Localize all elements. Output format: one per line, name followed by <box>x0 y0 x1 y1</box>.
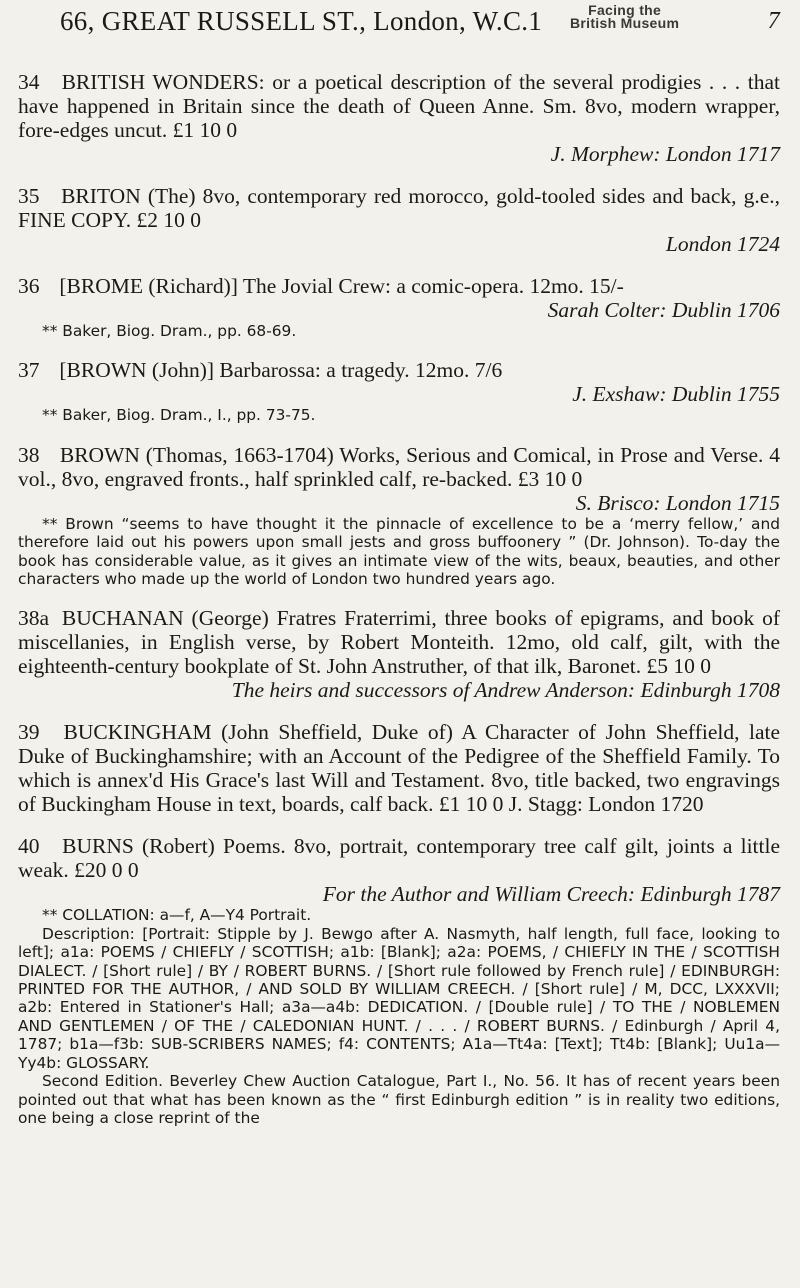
catalogue-entry-36 <box>18 274 780 340</box>
entry-imprint: J. Exshaw: Dublin 1755 <box>572 382 780 407</box>
entry-note: ** Brown “seems to have thought it the pinnacle of excellence to be a ‘merry fellow,’ and therefore laid out his powers upon small jests and gross buffoonery ” (Dr. Johnson). To-day the book has considerable value, as it gives an intimate view of the wits, beaux, beauties, and other characters who made up the world of London two hundred years ago. <box>18 514 780 589</box>
catalogue-entry-40 <box>18 834 780 1127</box>
entry-text: [BROME (Richard)] The Jovial Crew: a comic-opera. 12mo. 15/- <box>59 274 624 298</box>
entry-number: 40 <box>18 834 40 859</box>
entry-collation: ** COLLATION: a—f, A—Y4 Portrait. <box>42 906 312 925</box>
entry-text: BRITISH WONDERS: or a poetical description of the several prodigies . . . that have happened in Britain since the death of Queen Anne. Sm. 8vo, modern wrapper, fore-edges uncut. £1 10 0 <box>18 70 780 142</box>
entry-text: BROWN (Thomas, 1663-1704) Works, Serious and Comical, in Prose and Verse. 4 vol., 8vo, engraved fronts., half sprinkled calf, re-backed. £3 10 0 <box>18 442 781 491</box>
entry-imprint: Sarah Colter: Dublin 1706 <box>547 298 780 322</box>
entry-text: [BROWN (John)] Barbarossa: a tragedy. 12mo. 7/6 <box>59 358 503 383</box>
entry-imprint: J. Morphew: London 1717 <box>550 142 780 166</box>
entry-text: BRITON (The) 8vo, contemporary red morocco, gold-tooled sides and back, g.e., FINE COPY. £2 10 0 <box>18 184 780 232</box>
entry-number: 36 <box>18 274 40 298</box>
catalogue-entry-37 <box>18 358 780 424</box>
catalogue-entry-39 <box>18 720 780 816</box>
facing-note <box>570 4 679 30</box>
facing-line-1: Facing the <box>588 2 662 18</box>
entry-number: 35 <box>18 184 40 208</box>
entry-text: BURNS (Robert) Poems. 8vo, portrait, contemporary tree calf gilt, joints a little weak. £20 0 0 <box>18 834 781 883</box>
entry-text: BUCHANAN (George) Fratres Fraterrimi, three books of epigrams, and book of miscellanies, in English verse, by Robert Monteith. 12mo, old calf, gilt, with the eighteenth-century bookplate of St. John Anstruther, of that ilk, Baronet. £5 10 0 <box>18 606 781 679</box>
catalogue-entry-35 <box>18 184 780 256</box>
page-header <box>18 0 780 44</box>
entry-imprint: The heirs and successors of Andrew Anderson: Edinburgh 1708 <box>231 678 780 703</box>
entry-description: Description: [Portrait: Stipple by J. Bewgo after A. Nasmyth, half length, full face, looking to left]; a1a: POEMS / CHIEFLY / SCOTTISH; a1b: [Blank]; a2a: POEMS, / CHIEFLY IN THE / SCOTTISH DIALECT. / [Short rule] / BY / ROBERT BURNS. / [Short rule followed by French rule] / EDINBURGH: PRINTED FOR THE AUTHOR, / AND SOLD BY WILLIAM CREECH. / [Short rule] / M, DCC, LXXXVII; a2b: Entered in Stationer's Hall; a3a—a4b: DEDICATION. / [Double rule] / TO THE / NOBLEMEN AND GENTLEMEN / OF THE / CALEDONIAN HUNT. / . . . / ROBERT BURNS. / Edinburgh / April 4, 1787; b1a—f3b: SUB-SCRIBERS NAMES; f4: CONTENTS; A1a—Tt4a: [Text]; Tt4b: [Blank]; Uu1a—Yy4b: GLOSSARY. <box>18 924 780 1072</box>
entry-note: ** Baker, Biog. Dram., pp. 68-69. <box>42 322 297 340</box>
entry-text: BUCKINGHAM (John Sheffield, Duke of) A Character of John Sheffield, late Duke of Buckinghamshire; with an Account of the Pedigree of the Sheffield Family. To which is annex'd His Grace's last Will and Testament. 8vo, title backed, two engravings of Buckingham House in text, boards, calf back. £1 10 0 J. Stagg: London 1720 <box>18 720 781 817</box>
entry-number: 38 <box>18 442 40 467</box>
catalogue-page <box>18 0 780 1127</box>
facing-line-2: British Museum <box>570 15 680 31</box>
catalogue-entry-38a <box>18 606 780 702</box>
shop-address: 66, GREAT RUSSELL ST., London, W.C.1 <box>60 6 543 36</box>
entry-imprint: London 1724 <box>665 232 780 256</box>
catalogue-entry-38 <box>18 443 780 589</box>
entry-number: 38a <box>18 606 50 631</box>
entry-imprint: For the Author and William Creech: Edinburgh 1787 <box>322 882 780 907</box>
entry-number: 34 <box>18 70 40 94</box>
entry-edition-note: Second Edition. Beverley Chew Auction Catalogue, Part I., No. 56. It has of recent years been pointed out that what has been known as the “ first Edinburgh edition ” is in reality two editions, one being a close reprint of the <box>18 1072 780 1127</box>
entry-note: ** Baker, Biog. Dram., I., pp. 73-75. <box>42 406 316 425</box>
page-mark: 7 <box>767 8 780 34</box>
entry-number: 37 <box>18 358 40 383</box>
catalogue-entry-34 <box>18 70 780 166</box>
entry-imprint: S. Brisco: London 1715 <box>575 490 780 515</box>
entry-number: 39 <box>18 720 40 745</box>
